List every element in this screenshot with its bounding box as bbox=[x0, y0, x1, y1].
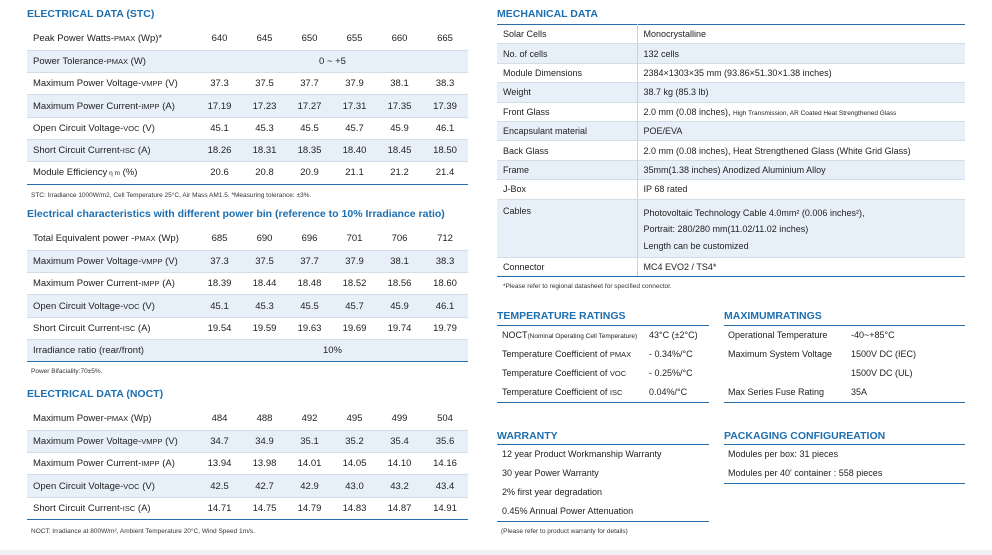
row-label: Maximum Power- bbox=[33, 413, 107, 425]
mech-row bbox=[497, 121, 965, 140]
row-value: 13.98 bbox=[242, 453, 287, 475]
row-value: 45.7 bbox=[332, 117, 377, 139]
mech-value-text: 132 cells bbox=[643, 48, 680, 59]
packaging-item: Modules per 40' container : 558 pieces bbox=[728, 468, 883, 478]
row-value: 46.1 bbox=[422, 295, 468, 317]
row-value: 45.1 bbox=[197, 295, 242, 317]
row-value: 17.27 bbox=[287, 95, 332, 117]
mech-row bbox=[497, 25, 965, 44]
table-row bbox=[27, 273, 468, 295]
temp-label-text: Temperature Coefficient of bbox=[502, 387, 610, 397]
mech-value-text: POE/EVA bbox=[643, 126, 683, 137]
row-value: 13.94 bbox=[197, 453, 242, 475]
table-row bbox=[27, 430, 468, 452]
row-value-span: 0 ~ +5 bbox=[197, 50, 468, 72]
row-label-cell bbox=[27, 50, 197, 72]
max-value: 1500V DC (UL) bbox=[851, 368, 913, 378]
row-label: Maximum Power Current- bbox=[33, 458, 142, 470]
max-value: 1500V DC (IEC) bbox=[851, 349, 917, 359]
mech-row bbox=[497, 83, 965, 102]
row-label-cell bbox=[27, 453, 197, 475]
temp-label-text: NOCT bbox=[502, 330, 528, 340]
row-label: Short Circuit Current- bbox=[33, 322, 123, 334]
row-value: 45.9 bbox=[377, 295, 422, 317]
noct-note: NOCT: Irradiance at 800W/m², Ambient Temperature 20°C, Wind Speed 1m/s. bbox=[31, 528, 255, 535]
table-row bbox=[27, 250, 468, 272]
mech-heading: MECHANICAL DATA bbox=[497, 8, 598, 20]
mech-row bbox=[497, 257, 965, 276]
table-row bbox=[27, 73, 468, 95]
max-heading: MAXIMUMRATINGS bbox=[724, 310, 822, 322]
row-value: 21.4 bbox=[422, 162, 468, 184]
mech-value bbox=[637, 141, 965, 160]
mech-value-small: High Transmission, AR Coated Heat Strengthened Glass bbox=[733, 109, 897, 117]
row-label-cell bbox=[27, 162, 197, 184]
row-value: 34.7 bbox=[197, 430, 242, 452]
row-label-symbol: VOC bbox=[123, 301, 140, 311]
row-label-cell bbox=[27, 95, 197, 117]
mech-value bbox=[637, 83, 965, 102]
row-label-symbol: ISC bbox=[122, 146, 136, 156]
max-label: Max Series Fuse Rating bbox=[728, 387, 825, 397]
row-label-unit: (A) bbox=[159, 458, 175, 470]
row-label: Maximum Power Voltage- bbox=[33, 255, 142, 267]
mech-key: Back Glass bbox=[497, 141, 637, 160]
row-label-symbol: η m bbox=[107, 170, 120, 178]
row-value: 645 bbox=[242, 28, 287, 50]
mech-value-text: 35mm(1.38 inches) Anodized Aluminium Alloy bbox=[643, 164, 826, 175]
row-value: 19.79 bbox=[422, 317, 468, 339]
row-value: 18.52 bbox=[332, 273, 377, 295]
warranty-block bbox=[497, 444, 709, 522]
table-row bbox=[27, 162, 468, 184]
packaging-heading: PACKAGING CONFIGUREATION bbox=[724, 430, 886, 442]
mech-value-text: 2.0 mm (0.08 inches), Heat Strengthened Glass (White Grid Glass) bbox=[643, 145, 911, 156]
row-value: 650 bbox=[287, 28, 332, 50]
mech-row bbox=[497, 199, 965, 257]
mech-value bbox=[637, 180, 965, 199]
mech-row bbox=[497, 180, 965, 199]
row-label: Peak Power Watts- bbox=[33, 33, 114, 45]
row-label: Short Circuit Current- bbox=[33, 502, 123, 514]
temp-label-symbol: VOC bbox=[609, 369, 627, 378]
row-label: Module Efficiency bbox=[33, 167, 108, 179]
row-value: 21.1 bbox=[332, 162, 377, 184]
warranty-item: 0.45% Annual Power Attenuation bbox=[502, 506, 634, 516]
row-label-unit: (A) bbox=[159, 278, 175, 290]
row-label-symbol: PMAX bbox=[134, 234, 156, 244]
temp-label-symbol: PMAX bbox=[609, 350, 632, 359]
table-row bbox=[27, 295, 468, 317]
row-value: 17.19 bbox=[197, 95, 242, 117]
row-value: 696 bbox=[287, 228, 332, 250]
row-label: Irradiance ratio (rear/front) bbox=[33, 345, 144, 357]
row-value: 18.50 bbox=[422, 139, 468, 161]
max-block bbox=[724, 325, 965, 403]
mech-row bbox=[497, 63, 965, 82]
mech-value-text: IP 68 rated bbox=[643, 184, 688, 195]
row-value: 690 bbox=[242, 228, 287, 250]
row-value: 14.10 bbox=[377, 453, 422, 475]
temp-label bbox=[502, 383, 637, 402]
mech-key: J-Box bbox=[497, 180, 637, 199]
row-value: 35.2 bbox=[332, 430, 377, 452]
row-value: 499 bbox=[377, 408, 422, 430]
mech-table bbox=[497, 24, 965, 277]
row-label-cell bbox=[27, 117, 197, 139]
mech-value bbox=[637, 199, 965, 257]
row-value: 45.1 bbox=[197, 117, 242, 139]
row-label-cell bbox=[27, 139, 197, 161]
page-bottom-strip bbox=[0, 550, 992, 555]
row-value: 712 bbox=[422, 228, 468, 250]
warranty-item: 30 year Power Warranty bbox=[502, 468, 599, 478]
row-label-unit: (Wp) bbox=[128, 413, 152, 425]
bin-heading: Electrical characteristics with different power bin (reference to 10% Irradiance ratio) bbox=[27, 208, 445, 220]
row-value: 37.7 bbox=[287, 73, 332, 95]
row-value: 20.6 bbox=[197, 162, 242, 184]
temp-values bbox=[649, 326, 698, 402]
row-value: 37.7 bbox=[287, 250, 332, 272]
row-value: 20.8 bbox=[242, 162, 287, 184]
row-label-unit: (%) bbox=[119, 167, 138, 179]
row-label: Short Circuit Current- bbox=[33, 145, 123, 157]
row-value: 43.4 bbox=[422, 475, 468, 497]
table-row bbox=[27, 475, 468, 497]
row-value: 18.26 bbox=[197, 139, 242, 161]
row-label: Maximum Power Current- bbox=[33, 278, 142, 290]
packaging-items bbox=[728, 445, 882, 483]
row-value: 14.71 bbox=[197, 497, 242, 519]
temp-label-small: (Nominal Operating Cell Temperature) bbox=[527, 333, 638, 340]
row-label-unit: (W) bbox=[128, 55, 146, 67]
row-label-symbol: ISC bbox=[122, 503, 136, 513]
stc-table bbox=[27, 28, 468, 185]
row-value-span: 10% bbox=[197, 339, 468, 361]
row-label: Maximum Power Current- bbox=[33, 100, 142, 112]
row-value: 14.16 bbox=[422, 453, 468, 475]
temp-label bbox=[502, 326, 637, 345]
temp-value: 0.04%/°C bbox=[649, 387, 688, 397]
packaging-block bbox=[724, 444, 965, 484]
row-value: 37.3 bbox=[197, 73, 242, 95]
row-label-symbol: PMAX bbox=[113, 34, 136, 44]
mech-value bbox=[637, 25, 965, 44]
mech-value-text: 2.0 mm (0.08 inches), bbox=[643, 106, 734, 117]
row-label-cell bbox=[27, 317, 197, 339]
mech-row bbox=[497, 44, 965, 63]
row-label-symbol: VMPP bbox=[141, 436, 163, 446]
mech-value bbox=[637, 160, 965, 179]
row-value: 19.59 bbox=[242, 317, 287, 339]
row-label-unit: (Wp)* bbox=[135, 33, 163, 45]
row-label-symbol: IMPP bbox=[141, 101, 160, 111]
temp-heading: TEMPERATURE RATINGS bbox=[497, 310, 626, 322]
warranty-item: 2% first year degradation bbox=[502, 487, 603, 497]
temp-value: - 0.34%/°C bbox=[649, 349, 693, 359]
row-label-unit: (A) bbox=[159, 100, 175, 112]
max-value: -40~+85°C bbox=[851, 330, 895, 340]
mech-value bbox=[637, 63, 965, 82]
row-label: Maximum Power Voltage- bbox=[33, 78, 142, 90]
temp-label-text: Temperature Coefficient of bbox=[502, 349, 610, 359]
row-value: 17.35 bbox=[377, 95, 422, 117]
row-value: 45.9 bbox=[377, 117, 422, 139]
table-row bbox=[27, 28, 468, 50]
mech-key: Cables bbox=[497, 199, 637, 257]
row-label-symbol: VMPP bbox=[141, 256, 163, 266]
row-label: Open Circuit Voltage- bbox=[33, 480, 124, 492]
row-value: 492 bbox=[287, 408, 332, 430]
warranty-heading: WARRANTY bbox=[497, 430, 558, 442]
temp-label-symbol: ISC bbox=[609, 388, 623, 397]
row-value: 42.7 bbox=[242, 475, 287, 497]
row-value: 18.35 bbox=[287, 139, 332, 161]
max-label bbox=[728, 364, 832, 383]
row-value: 35.6 bbox=[422, 430, 468, 452]
row-value: 18.31 bbox=[242, 139, 287, 161]
row-label: Total Equivalent power - bbox=[33, 233, 135, 245]
row-value: 14.01 bbox=[287, 453, 332, 475]
row-label: Power Tolerance- bbox=[33, 55, 107, 67]
max-label: Operational Temperature bbox=[728, 330, 828, 340]
row-value: 18.39 bbox=[197, 273, 242, 295]
mech-key: Encapsulant material bbox=[497, 121, 637, 140]
packaging-item: Modules per box: 31 pieces bbox=[728, 449, 839, 459]
row-label-symbol: IMPP bbox=[141, 279, 160, 289]
row-value: 18.48 bbox=[287, 273, 332, 295]
mech-note: *Please refer to regional datasheet for specified connector. bbox=[503, 283, 672, 290]
row-label-symbol: PMAX bbox=[106, 56, 129, 66]
table-row bbox=[27, 50, 468, 72]
row-value: 45.5 bbox=[287, 295, 332, 317]
row-value: 17.31 bbox=[332, 95, 377, 117]
row-label-symbol: VMPP bbox=[141, 79, 163, 89]
row-value: 18.60 bbox=[422, 273, 468, 295]
mech-row bbox=[497, 160, 965, 179]
row-value: 43.0 bbox=[332, 475, 377, 497]
row-label-cell bbox=[27, 339, 197, 361]
row-value: 14.87 bbox=[377, 497, 422, 519]
warranty-note: (Please refer to product warranty for details) bbox=[501, 528, 628, 535]
row-label-unit: (V) bbox=[139, 122, 155, 134]
mech-key: No. of cells bbox=[497, 44, 637, 63]
warranty-items bbox=[502, 445, 662, 521]
row-value: 706 bbox=[377, 228, 422, 250]
max-label: Maximum System Voltage bbox=[728, 349, 833, 359]
row-value: 18.40 bbox=[332, 139, 377, 161]
row-value: 38.3 bbox=[422, 73, 468, 95]
mech-value-text: 38.7 kg (85.3 lb) bbox=[643, 87, 709, 98]
bin-note: Power Bifaciality:70±5%. bbox=[31, 368, 103, 375]
temp-label bbox=[502, 364, 637, 383]
mech-key: Connector bbox=[497, 257, 637, 276]
mech-value-line: Photovoltaic Technology Cable 4.0mm² (0.006 inches²), bbox=[643, 207, 865, 218]
row-value: 495 bbox=[332, 408, 377, 430]
row-value: 37.5 bbox=[242, 73, 287, 95]
row-value: 701 bbox=[332, 228, 377, 250]
row-value: 18.45 bbox=[377, 139, 422, 161]
row-value: 484 bbox=[197, 408, 242, 430]
row-label-symbol: PMAX bbox=[106, 414, 129, 424]
mech-value-line: Portrait: 280/280 mm(11.02/11.02 inches) bbox=[643, 224, 809, 235]
row-value: 37.3 bbox=[197, 250, 242, 272]
max-rows bbox=[728, 326, 832, 402]
row-value: 37.9 bbox=[332, 73, 377, 95]
row-label-unit: (Wp) bbox=[155, 233, 179, 245]
row-value: 14.75 bbox=[242, 497, 287, 519]
temp-value: 43°C (±2°C) bbox=[649, 330, 698, 340]
mech-row bbox=[497, 102, 965, 121]
row-label-cell bbox=[27, 273, 197, 295]
row-value: 18.56 bbox=[377, 273, 422, 295]
row-value: 18.44 bbox=[242, 273, 287, 295]
row-label-unit: (V) bbox=[139, 300, 155, 312]
mech-key: Weight bbox=[497, 83, 637, 102]
row-value: 504 bbox=[422, 408, 468, 430]
row-value: 640 bbox=[197, 28, 242, 50]
temp-label-text: Temperature Coefficient of bbox=[502, 368, 610, 378]
stc-note: STC: Irradiance 1000W/m2, Cell Temperature 25°C, Air Mass AM1.5. *Measuring tolerance: ±3%. bbox=[31, 192, 312, 199]
row-value: 488 bbox=[242, 408, 287, 430]
row-value: 45.5 bbox=[287, 117, 332, 139]
row-label-cell bbox=[27, 430, 197, 452]
temp-rows bbox=[502, 326, 637, 402]
table-row bbox=[27, 317, 468, 339]
row-value: 42.5 bbox=[197, 475, 242, 497]
temp-block bbox=[497, 325, 709, 403]
row-label-unit: (V) bbox=[162, 435, 178, 447]
mech-row bbox=[497, 141, 965, 160]
row-value: 35.1 bbox=[287, 430, 332, 452]
row-value: 42.9 bbox=[287, 475, 332, 497]
row-value: 35.4 bbox=[377, 430, 422, 452]
row-value: 660 bbox=[377, 28, 422, 50]
row-value: 46.1 bbox=[422, 117, 468, 139]
row-label-cell bbox=[27, 408, 197, 430]
table-row bbox=[27, 408, 468, 430]
row-value: 14.05 bbox=[332, 453, 377, 475]
row-value: 14.83 bbox=[332, 497, 377, 519]
row-value: 19.69 bbox=[332, 317, 377, 339]
temp-value: - 0.25%/°C bbox=[649, 368, 693, 378]
row-label-unit: (V) bbox=[162, 78, 178, 90]
row-value: 43.2 bbox=[377, 475, 422, 497]
mech-value bbox=[637, 121, 965, 140]
table-row bbox=[27, 228, 468, 250]
row-label-unit: (V) bbox=[139, 480, 155, 492]
row-label-cell bbox=[27, 295, 197, 317]
row-value: 21.2 bbox=[377, 162, 422, 184]
mech-value bbox=[637, 44, 965, 63]
row-value: 45.7 bbox=[332, 295, 377, 317]
row-label-cell bbox=[27, 73, 197, 95]
row-value: 655 bbox=[332, 28, 377, 50]
mech-value-text: MC4 EVO2 / TS4* bbox=[643, 261, 717, 272]
noct-table bbox=[27, 408, 468, 520]
row-value: 45.3 bbox=[242, 117, 287, 139]
bin-table bbox=[27, 228, 468, 362]
table-row bbox=[27, 117, 468, 139]
row-label-cell bbox=[27, 475, 197, 497]
row-label-cell bbox=[27, 250, 197, 272]
row-value: 38.1 bbox=[377, 250, 422, 272]
row-label-unit: (A) bbox=[135, 145, 151, 157]
row-value: 19.74 bbox=[377, 317, 422, 339]
row-label-cell bbox=[27, 28, 197, 50]
mech-value bbox=[637, 257, 965, 276]
row-label-unit: (V) bbox=[162, 255, 178, 267]
row-label: Maximum Power Voltage- bbox=[33, 435, 142, 447]
row-label-symbol: ISC bbox=[122, 323, 136, 333]
row-label-symbol: VOC bbox=[123, 123, 140, 133]
mech-value-text: 2384×1303×35 mm (93.86×51.30×1.38 inches) bbox=[643, 67, 832, 78]
noct-heading: ELECTRICAL DATA (NOCT) bbox=[27, 388, 164, 400]
row-label-cell bbox=[27, 497, 197, 519]
row-label: Open Circuit Voltage- bbox=[33, 122, 124, 134]
max-values bbox=[851, 326, 916, 402]
row-label-unit: (A) bbox=[135, 502, 151, 514]
row-value: 38.1 bbox=[377, 73, 422, 95]
stc-heading: ELECTRICAL DATA (STC) bbox=[27, 8, 155, 20]
mech-value-line: Length can be customized bbox=[643, 240, 749, 251]
mech-value bbox=[637, 102, 965, 121]
row-value: 17.23 bbox=[242, 95, 287, 117]
row-value: 37.5 bbox=[242, 250, 287, 272]
row-label-symbol: IMPP bbox=[141, 459, 160, 469]
mech-key: Frame bbox=[497, 160, 637, 179]
row-value: 45.3 bbox=[242, 295, 287, 317]
table-row bbox=[27, 453, 468, 475]
temp-label bbox=[502, 345, 637, 364]
row-value: 19.54 bbox=[197, 317, 242, 339]
max-value: 35A bbox=[851, 387, 868, 397]
row-value: 14.91 bbox=[422, 497, 468, 519]
row-label-cell bbox=[27, 228, 197, 250]
warranty-item: 12 year Product Workmanship Warranty bbox=[502, 449, 662, 459]
table-row bbox=[27, 339, 468, 361]
mech-key: Module Dimensions bbox=[497, 63, 637, 82]
row-value: 685 bbox=[197, 228, 242, 250]
row-value: 665 bbox=[422, 28, 468, 50]
row-label-symbol: VOC bbox=[123, 481, 140, 491]
row-value: 14.79 bbox=[287, 497, 332, 519]
row-value: 38.3 bbox=[422, 250, 468, 272]
row-label: Open Circuit Voltage- bbox=[33, 300, 124, 312]
row-value: 19.63 bbox=[287, 317, 332, 339]
row-value: 34.9 bbox=[242, 430, 287, 452]
table-row bbox=[27, 95, 468, 117]
table-row bbox=[27, 497, 468, 519]
mech-key: Front Glass bbox=[497, 102, 637, 121]
row-value: 37.9 bbox=[332, 250, 377, 272]
row-value: 17.39 bbox=[422, 95, 468, 117]
row-value: 20.9 bbox=[287, 162, 332, 184]
row-label-unit: (A) bbox=[135, 322, 151, 334]
table-row bbox=[27, 139, 468, 161]
mech-key: Solar Cells bbox=[497, 25, 637, 44]
mech-value-text: Monocrystalline bbox=[643, 29, 707, 40]
